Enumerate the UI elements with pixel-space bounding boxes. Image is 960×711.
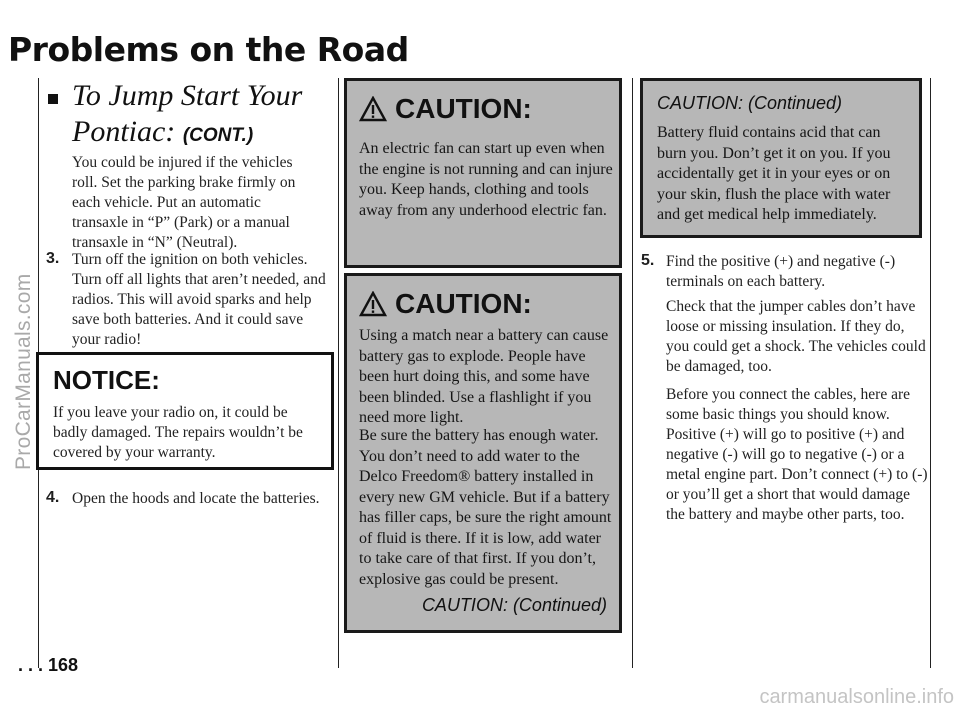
notice-box [36,352,334,470]
caution-continued-text: Battery fluid contains acid that can burn you. Don’t get it on you. If you accidentally get it in your eyes or on your skin, flush the place with water and get medical help immediately. [657,124,891,223]
notice-text: If you leave your radio on, it could be badly damaged. The repairs wouldn’t be covered by your warranty. [53,404,303,461]
caution-header-2 [359,288,532,320]
caution-box-fan [344,78,622,268]
caution-text-2b: Be sure the battery has enough water. You don’t need to add water to the Delco Freedom® battery installed in every new GM vehicle. But if a battery has filler caps, be sure the right amount of fluid is there. If it is low, add water to take care of that first. If you don’t, explosive gas could be present. [359,427,612,588]
heading-bullet-icon [48,94,58,104]
caution-header-1 [359,93,532,125]
warning-triangle-icon [359,96,387,122]
heading-line1: To Jump Start Your [72,79,303,112]
notice-title: NOTICE: [53,365,160,395]
heading-cont: (CONT.) [182,125,254,146]
caution-continued-title: CAUTION: (Continued) [657,93,843,113]
column-rule-right [632,78,633,668]
step-5-text: Find the positive (+) and negative (-) terminals on each battery. [666,253,896,290]
heading-line2: Pontiac: [72,115,176,148]
step-4-text: Open the hoods and locate the batteries. [72,490,320,507]
warning-triangle-icon [359,291,387,317]
footer-watermark: carmanualsonline.info [759,686,954,708]
caution-box-match [344,273,622,633]
section-heading [72,78,352,154]
caution-box-continued [640,78,922,238]
caution-text-1: An electric fan can start up even when the engine is not running and can injure you. Keep hands, clothing and tools away from any underhood electric fan. [359,140,613,219]
step-3-text: Turn off the ignition on both vehicles. Turn off all lights that aren’t needed, and radios. This will avoid sparks and help save both batteries. And it could save your radio! [72,251,326,348]
intro-paragraph: You could be injured if the vehicles roll. Set the parking brake firmly on each vehicle. Put an automatic transaxle in “P” (Park) or a manual transaxle in “N” (Neutral). [72,154,296,251]
step-5-number: 5. [641,252,655,269]
step-3-number: 3. [46,250,60,267]
side-watermark-text: ProCarManuals.com [12,273,35,470]
caution-title-1: CAUTION: [395,93,532,124]
column-rule-middle [338,78,339,668]
caution-title-2: CAUTION: [395,288,532,319]
connect-paragraph: Before you connect the cables, here are some basic things you should know. Positive (+) will go to positive (+) and negative (-) will go to negative (-) or a metal engine part. Don’t connect (+) to (-) or you’ll get a short that would damage the battery and maybe other parts, too. [666,386,928,523]
caution-text-2a: Using a match near a battery can cause battery gas to explode. People have been hurt doing this, and some have been blinded. Use a flashlight if you need more light. [359,327,609,426]
caution-continued-label: CAUTION: (Continued) [421,595,607,615]
cables-paragraph: Check that the jumper cables don’t have loose or missing insulation. If they do, you could get a shock. The vehicles could be damaged, too. [666,298,926,375]
column-rule-far-right [930,78,931,668]
step-4-number: 4. [46,489,60,506]
side-watermark [0,273,35,680]
page-title: Problems on the Road [8,30,409,69]
page-number: . . . 168 [18,655,79,675]
